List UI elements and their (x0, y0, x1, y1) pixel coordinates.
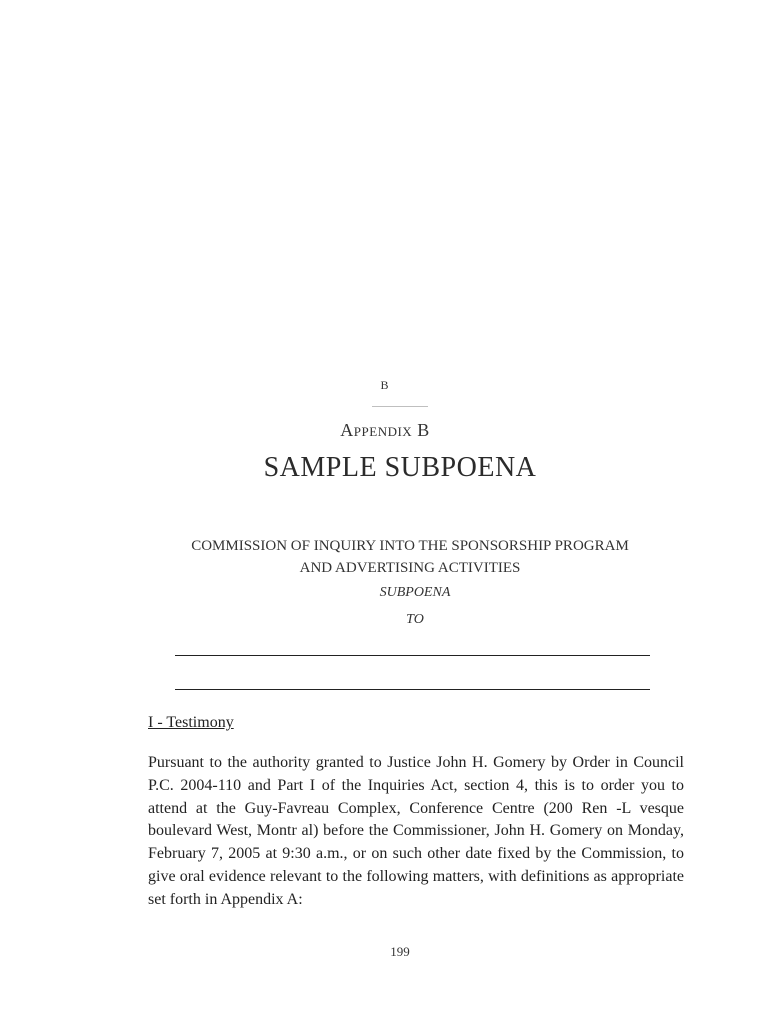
page-number: 199 (390, 944, 410, 959)
to-label: TO (406, 612, 424, 627)
commission-line-1: COMMISSION OF INQUIRY INTO THE SPONSORSHIP PROGRAM (191, 538, 629, 554)
chapter-letter: B (380, 378, 390, 392)
section-heading: I - Testimony (148, 714, 234, 731)
commission-line-2: AND ADVERTISING ACTIVITIES (299, 560, 521, 576)
subpoena-label: SUBPOENA (379, 585, 451, 600)
chapter-divider (372, 406, 428, 407)
page-title: SAMPLE SUBPOENA (263, 452, 537, 483)
commission-heading (120, 535, 700, 579)
recipient-line-2 (175, 689, 650, 690)
section-body: Pursuant to the authority granted to Justice John H. Gomery by Order in Council P.C. 2004-110 and Part I of the Inquiries Act, section 4, this is to order you to attend at the Guy-Favreau Complex, Conference Centre (200 Ren -L vesque boulevard West, Montr al) before the Commissioner, John H. Gomery on Monday, February 7, 2005 at 9:30 a.m., or on such other date fixed by the Commission, to give oral evidence relevant to the following matters, with definitions as appropriate set forth in Appendix A: (148, 754, 684, 908)
recipient-line-1 (175, 655, 650, 656)
appendix-label: Appendix B (340, 420, 430, 440)
